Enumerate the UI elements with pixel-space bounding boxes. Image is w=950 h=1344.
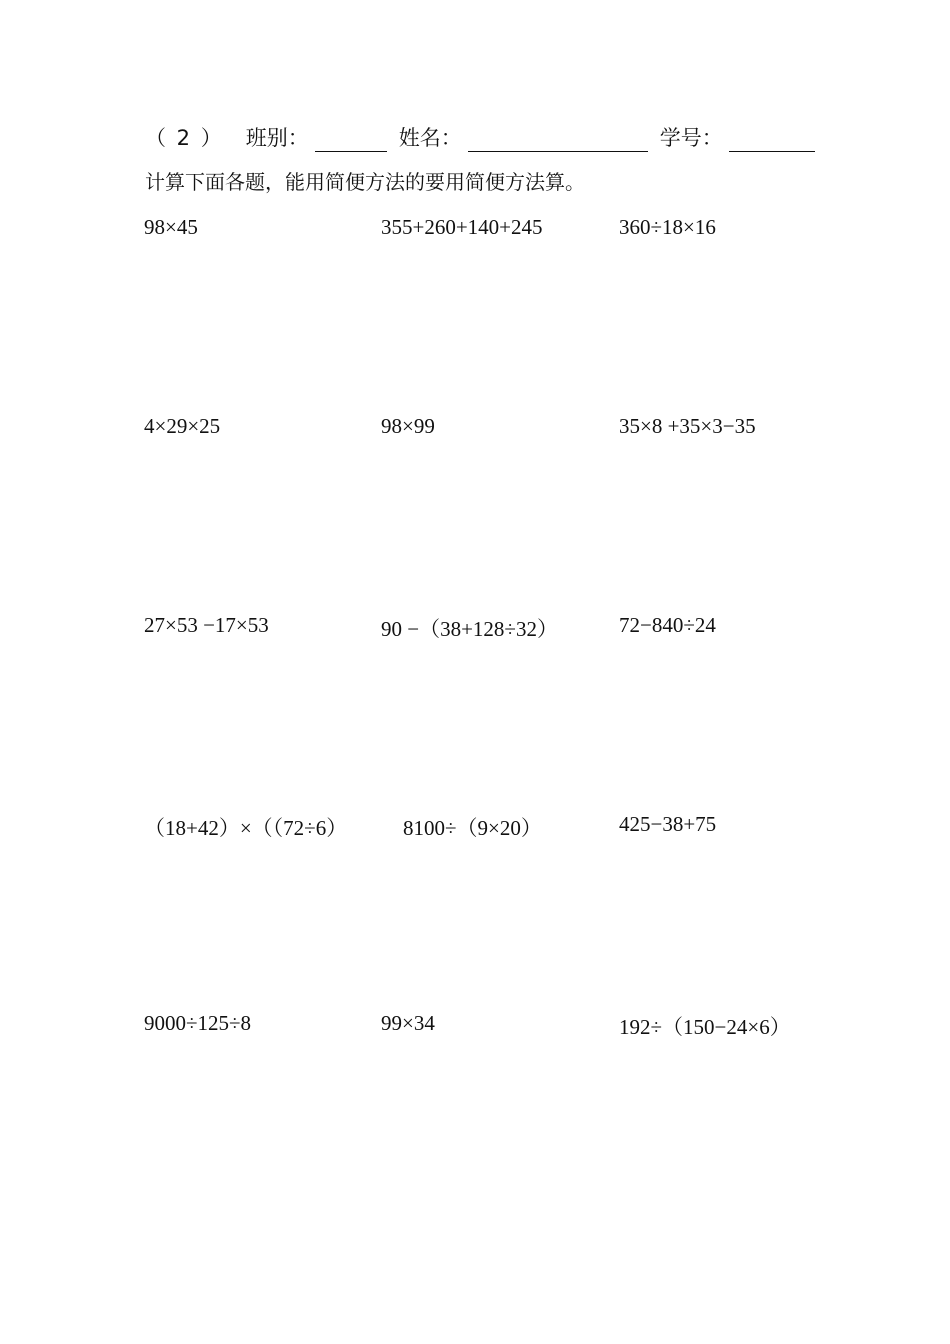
class-field[interactable] xyxy=(315,127,387,152)
problem-4-2: 8100÷（9×20） xyxy=(403,816,542,840)
instruction-text: 计算下面各题，能用简便方法的要用简便方法算。 xyxy=(145,170,585,194)
section-index: （ 2 ） xyxy=(145,126,224,150)
problem-3-1: 27×53 −17×53 xyxy=(144,613,269,637)
problem-4-1: （18+42）×（（72÷6） xyxy=(144,816,348,840)
problem-5-2: 99×34 xyxy=(381,1011,435,1035)
problem-1-2: 355+260+140+245 xyxy=(381,215,543,239)
student-info-header xyxy=(145,118,815,152)
name-label: 姓名： xyxy=(398,126,462,150)
problem-1-3: 360÷18×16 xyxy=(619,215,716,239)
problem-5-3: 192÷（150−24×6） xyxy=(619,1015,791,1039)
student-id-field[interactable] xyxy=(729,127,815,152)
problem-1-1: 98×45 xyxy=(144,215,198,239)
problem-2-1: 4×29×25 xyxy=(144,414,221,438)
problem-2-2: 98×99 xyxy=(381,414,435,438)
problem-4-3: 425−38+75 xyxy=(619,812,717,836)
name-field[interactable] xyxy=(468,127,648,152)
class-label: 班别： xyxy=(245,126,309,150)
student-id-label: 学号： xyxy=(659,126,723,150)
problem-3-3: 72−840÷24 xyxy=(619,613,716,637)
problem-2-3: 35×8 +35×3−35 xyxy=(619,414,756,438)
problem-5-1: 9000÷125÷8 xyxy=(144,1011,252,1035)
problem-3-2: 90 −（38+128÷32） xyxy=(381,617,558,641)
